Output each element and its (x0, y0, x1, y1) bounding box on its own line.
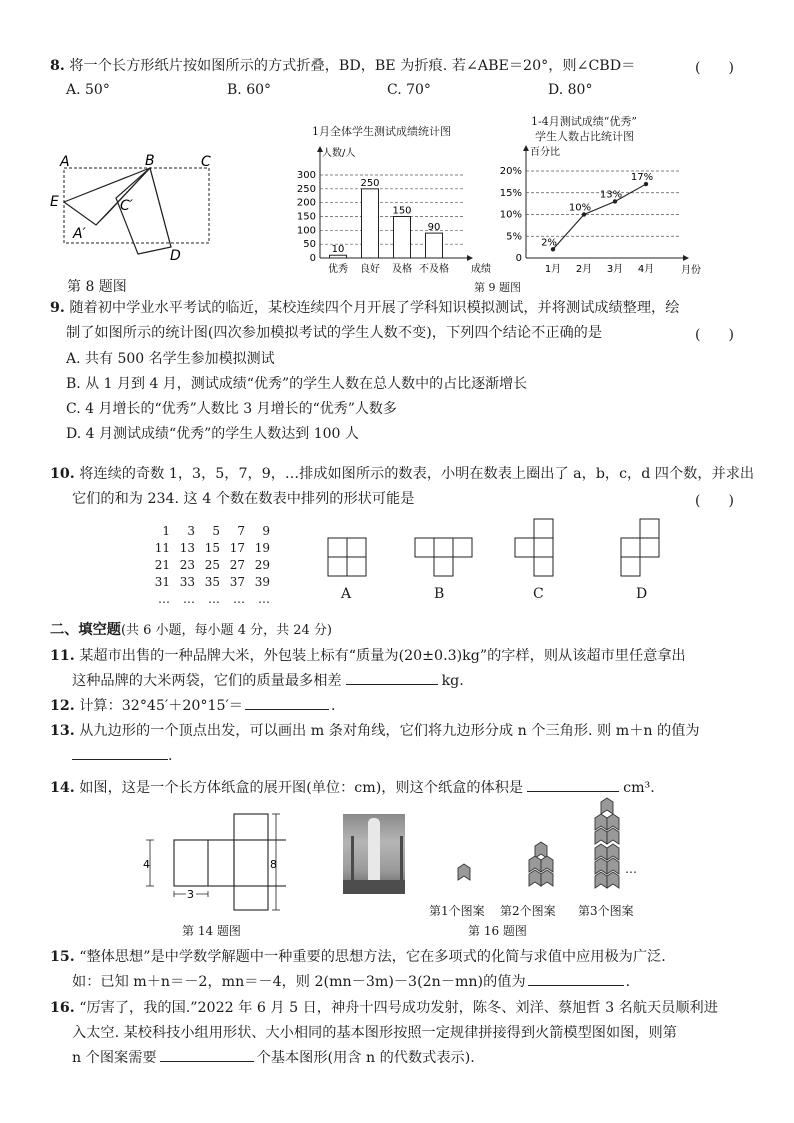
line-y-tick: 15% (499, 187, 522, 199)
q8-choice-b: B. 60° (227, 82, 272, 98)
q16-line3 (72, 1046, 475, 1071)
q11-unit: kg. (441, 673, 464, 689)
q8-crease-bd (150, 168, 171, 247)
bar-1 (330, 255, 347, 258)
pattern2-piece (529, 870, 541, 886)
line-value-label: 17% (630, 172, 654, 184)
q8-label-a: A (60, 154, 70, 170)
q8-choice-a: A. 50° (66, 82, 110, 98)
q10-table-cell: 1 (162, 524, 170, 538)
q14-text: 如图，这是一个长方体纸盒的展开图(单位：cm)，则这个纸盒的体积是 (79, 780, 524, 796)
q11-number: 11. (50, 648, 75, 664)
q10-table-cell: 11 (154, 541, 170, 555)
bar-y-tick: 300 (296, 170, 316, 181)
q16-text-3a: n 个图案需要 (72, 1050, 157, 1066)
line-value-label: 10% (568, 202, 592, 214)
q10-table-cell: 39 (254, 575, 270, 589)
q8-label-c: C (201, 154, 211, 170)
q10-table-cell: … (183, 592, 195, 606)
q8-number: 8. (50, 58, 65, 74)
q14-answer-blank[interactable] (527, 777, 619, 792)
q10-table-cell: … (233, 592, 245, 606)
q8-choice-d: D. 80° (548, 82, 593, 98)
q9-line-title-2: 学生人数占比统计图 (535, 130, 634, 143)
q15-tail: . (625, 974, 631, 990)
q10-label-a: A (341, 586, 352, 602)
q9-option-c: C. 4 月增长的“优秀”人数比 3 月增长的“优秀”人数多 (66, 401, 397, 417)
q13-tail: . (168, 748, 173, 764)
q8-answer-paren: ( ) (695, 60, 734, 76)
q8-label-e: E (50, 194, 59, 210)
q8-label-a-prime: A′ (73, 226, 86, 242)
q10-table-cell: … (158, 592, 170, 606)
q8-stem (50, 54, 635, 79)
q10-table-cell: 15 (204, 541, 220, 555)
q13-text: 从九边形的一个顶点出发，可以画出 m 条对角线，它们将九边形分成 n 个三角形. 则 m＋n 的值为 (79, 723, 700, 739)
q10-table-cell: … (258, 592, 270, 606)
q16-line1 (50, 996, 718, 1021)
q9-option-d: D. 4 月测试成绩“优秀”的学生人数达到 100 人 (66, 426, 359, 442)
bar-value-label: 150 (392, 205, 412, 217)
bar-y-tick: 250 (296, 183, 316, 195)
q11-line1 (50, 644, 686, 669)
bar-y-label: 人数/人 (322, 148, 356, 159)
q8-figure (48, 150, 218, 265)
line-category-label: 4月 (637, 264, 655, 275)
section2-heading (50, 618, 332, 643)
section2-note: (共 6 小题，每小题 4 分，共 24 分) (120, 623, 332, 638)
q11-text-1: 某超市出售的一种品牌大米，外包装上标有“质量为(20±0.3)kg”的字样，则从该超市里任意拿出 (79, 648, 686, 664)
q10-number-table (150, 524, 290, 614)
q10-answer-paren: ( ) (695, 493, 734, 509)
q10-shape-d (619, 518, 661, 578)
q8-caption: 第 8 题图 (67, 279, 127, 295)
line-y-label: 百分比 (530, 147, 560, 158)
q10-table-cell: 7 (237, 524, 245, 538)
q16-text-3b: 个基本图形(用含 n 的代数式表示). (256, 1050, 475, 1066)
q13-line1 (50, 719, 700, 744)
q14-net-figure (138, 812, 286, 918)
q10-table-cell: 25 (204, 558, 220, 572)
q9-option-b: B. 从 1 月到 4 月，测试成绩“优秀”的学生人数在总人数中的占比逐渐增长 (66, 376, 528, 392)
q8-choice-c: C. 70° (387, 82, 431, 98)
q12-answer-blank[interactable] (245, 695, 329, 710)
pattern2-piece (541, 870, 553, 886)
bar-value-label: 10 (331, 244, 345, 256)
bar-category-label: 优秀 (328, 264, 348, 275)
q11-text-2: 这种品牌的大米两袋，它们的质量最多相差 (72, 673, 342, 689)
q14-caption: 第 14 题图 (182, 924, 241, 938)
q13-line2 (72, 744, 173, 769)
q10-table-cell: 37 (229, 575, 245, 589)
bar-x-label: 成绩 (471, 264, 491, 275)
q15-text-2: 如：已知 m＋n＝－2，mn＝－4，则 2(mn－3m)－3(2n－mn)的值为 (72, 974, 526, 990)
q16-pattern-label-2: 第2个图案 (500, 904, 556, 918)
q10-table-cell: 9 (262, 524, 270, 538)
q10-text-2: 它们的和为 234. 这 4 个数在数表中排列的形状可能是 (72, 491, 415, 507)
q10-table-cell: 19 (254, 541, 270, 555)
bar-y-tick: 200 (296, 197, 316, 209)
q10-label-d: D (636, 586, 648, 602)
q10-shape-b (414, 537, 474, 577)
pattern3-piece (607, 872, 619, 888)
q9-text-2: 制了如图所示的统计图(四次参加模拟考试的学生人数不变)，下列四个结论不正确的是 (66, 325, 603, 341)
line-y-tick: 0 (515, 253, 522, 264)
bar-value-label: 250 (360, 177, 380, 189)
q16-ellipsis: … (625, 862, 637, 876)
q10-label-c: C (533, 586, 544, 602)
q9-text-1: 随着初中学业水平考试的临近，某校连续四个月开展了学科知识模拟测试，并将测试成绩整理，绘 (69, 300, 680, 316)
q8-label-d: D (170, 248, 181, 264)
bar-category-label: 不及格 (419, 264, 449, 275)
bar-3 (394, 217, 411, 259)
q16-answer-blank[interactable] (160, 1047, 254, 1062)
q10-table-cell: 21 (154, 558, 170, 572)
q13-answer-blank[interactable] (72, 745, 168, 760)
q15-answer-blank[interactable] (528, 971, 624, 986)
q16-number: 16. (50, 1000, 75, 1016)
pattern2-piece (535, 842, 547, 858)
q8-label-b: B (145, 153, 155, 169)
q16-pattern-label-1: 第1个图案 (429, 904, 485, 918)
q12-text: 计算：32°45′＋20°15′＝ (79, 698, 243, 714)
bar-y-tick: 100 (296, 225, 316, 237)
pattern1-piece (458, 864, 470, 880)
q8-text: 将一个长方形纸片按如图所示的方式折叠，BD，BE 为折痕. 若∠ABE＝20°，则∠CBD＝ (69, 58, 636, 74)
q14-dim-3: 3 (187, 888, 194, 901)
q11-line2 (72, 669, 464, 694)
bar-value-label: 90 (427, 222, 441, 234)
q14-net-vertical-strip (234, 814, 268, 910)
q9-caption: 第 9 题图 (474, 281, 521, 294)
q12-number: 12. (50, 698, 75, 714)
q10-table-cell: 33 (179, 575, 195, 589)
q16-text-2: 入太空. 某校科技小组用形状、大小相同的基本图形按照一定规律拼接得到火箭模型图如图，则第 (72, 1025, 677, 1041)
bar-category-label: 良好 (360, 264, 380, 275)
q15-number: 15. (50, 949, 75, 965)
pattern3-piece (595, 828, 607, 844)
q16-text-1: “厉害了，我的国.”2022 年 6 月 5 日，神舟十四号成功发射，陈冬、刘洋、蔡旭哲 3 名航天员顺利进 (79, 1000, 718, 1016)
q9-line-chart (494, 141, 709, 276)
q16-rocket-photo (343, 814, 405, 894)
bar-category-label: 及格 (392, 264, 412, 275)
line-value-label: 13% (599, 189, 623, 201)
q10-stem-line1 (50, 462, 754, 487)
q14-number: 14. (50, 780, 75, 796)
q10-table-cell: 27 (229, 558, 245, 572)
q16-caption: 第 16 题图 (468, 924, 527, 938)
q10-table-cell: 29 (254, 558, 270, 572)
bar-y-tick: 50 (303, 239, 316, 251)
q9-stem-line2 (66, 321, 602, 346)
line-y-arrow (523, 145, 529, 151)
q9-number: 9. (50, 300, 65, 316)
line-category-label: 1月 (544, 264, 562, 275)
q16-pattern-label-3: 第3个图案 (578, 904, 634, 918)
q10-number: 10. (50, 466, 75, 482)
q13-number: 13. (50, 723, 75, 739)
line-x-arrow (683, 255, 689, 261)
q15-line2 (72, 970, 630, 995)
line-value-label: 2% (541, 237, 557, 249)
q10-table-cell: 5 (212, 524, 220, 538)
q10-table-cell: 3 (187, 524, 195, 538)
q10-table-cell: … (208, 592, 220, 606)
q9-line-title-1: 1-4月测试成绩“优秀” (531, 115, 637, 128)
q12-tail: . (330, 698, 336, 714)
q10-text-1: 将连续的奇数 1，3，5，7，9，…排成如图所示的数表，小明在数表上圈出了 a，b，c，d 四个数，并求出 (79, 466, 755, 482)
q9-bar-chart (288, 140, 493, 275)
line-category-label: 3月 (606, 264, 624, 275)
bar-2 (362, 189, 379, 258)
q15-line1 (50, 945, 666, 970)
q10-shape-c (513, 518, 555, 578)
q10-table-cell: 31 (154, 575, 170, 589)
bar-4 (426, 233, 443, 258)
q9-stem-line1 (50, 296, 679, 321)
pattern3-piece (607, 828, 619, 844)
line-y-tick: 10% (499, 209, 522, 221)
bar-y-tick: 150 (296, 211, 316, 223)
line-x-label: 月份 (681, 265, 701, 276)
pattern3-piece (601, 798, 613, 814)
q10-table-cell: 35 (204, 575, 220, 589)
q8-fold-left (64, 168, 150, 225)
q16-line2 (72, 1021, 677, 1046)
q15-text-1: “整体思想”是中学数学解题中一种重要的思想方法，它在多项式的化简与求值中应用极为广泛. (79, 949, 666, 965)
q10-table-cell: 17 (229, 541, 245, 555)
q12-line (50, 694, 336, 719)
q9-answer-paren: ( ) (695, 327, 734, 343)
bar-y-tick: 0 (309, 253, 316, 264)
pattern3-piece (595, 872, 607, 888)
q8-label-c-prime: C′ (120, 198, 133, 214)
q11-answer-blank[interactable] (346, 670, 438, 685)
q14-dim-8: 8 (270, 858, 277, 871)
line-y-tick: 20% (499, 166, 522, 177)
q14-dim-4: 4 (143, 858, 150, 871)
line-y-tick: 5% (506, 231, 522, 243)
q10-stem-line2 (72, 487, 414, 512)
q10-label-b: B (434, 586, 445, 602)
q16-patterns (438, 796, 658, 898)
q14-unit: cm³. (623, 780, 655, 796)
q9-bar-title: 1月全体学生测试成绩统计图 (312, 125, 451, 138)
q9-option-a: A. 共有 500 名学生参加模拟测试 (66, 351, 275, 367)
q10-table-cell: 23 (179, 558, 195, 572)
bar-x-arrow (467, 255, 473, 261)
q10-table-cell: 13 (179, 541, 195, 555)
section2-title: 二、填空题 (50, 622, 121, 638)
line-category-label: 2月 (575, 264, 593, 275)
q10-shape-a (327, 537, 367, 577)
